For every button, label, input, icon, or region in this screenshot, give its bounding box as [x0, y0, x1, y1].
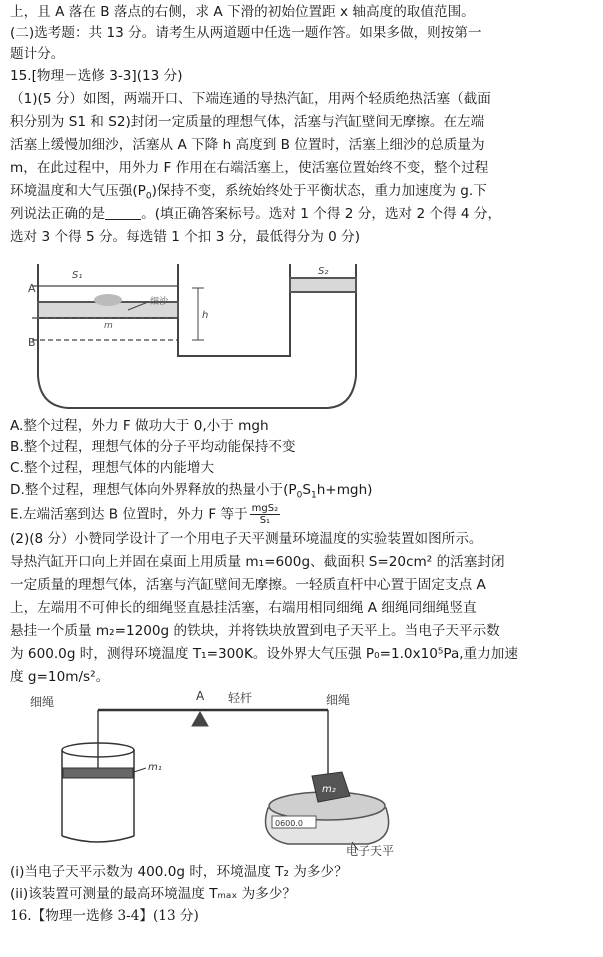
option-e: E.左端活塞到达 B 位置时，外力 F 等于 $\frac{\text{mgS₂}}{\text{S₁}}$	[10, 503, 279, 526]
answer-blank	[105, 207, 141, 220]
label-b: B	[28, 336, 36, 349]
question-15-title: 15.[物理－选修 3-3](13 分)	[10, 68, 183, 84]
text-line: 活塞上缓慢加细沙，活塞从 A 下降 h 高度到 B 位置时，活塞上细沙的总质量为	[10, 137, 485, 153]
label-rope-right: 细绳	[326, 693, 351, 707]
text-line: 悬挂一个质量 m₂=1200g 的铁块，并将铁块放置到电子天平上。当电子天平示数	[10, 623, 500, 639]
text-line: (2)(8 分）小赞同学设计了一个用电子天平测量环境温度的实验装置如图所示。	[10, 531, 483, 547]
label-m: m	[104, 321, 113, 331]
text-line: 环境温度和大气压强$(P_0)$保持不变，系统始终处于平衡状态，重力加速度为 g.下	[10, 183, 487, 202]
text-line: 上，左端用不可伸长的细绳竖直悬挂活塞，右端用相同细绳 A 细绳同细绳竖直	[10, 600, 477, 616]
option-c: C.整个过程，理想气体的内能增大	[10, 460, 215, 476]
label-sand: 细沙	[150, 297, 169, 307]
figure-balance	[28, 688, 408, 856]
text-line: 度 g=10m/s²。	[10, 669, 110, 685]
text-line: 列说法正确的是 。(填正确答案标号。选对 1 个得 2 分，选对 2 个得 4 分，	[10, 206, 502, 222]
option-b: B.整个过程，理想气体的分子平均动能保持不变	[10, 439, 296, 455]
label-s1: S₁	[72, 270, 83, 281]
label-m2: m₂	[322, 784, 336, 795]
label-scale: 电子天平	[346, 844, 395, 856]
scale-reading: 0600.0	[275, 819, 303, 828]
text-line: 题计分。	[10, 46, 65, 62]
option-d: D.整个过程，理想气体向外界释放的热量小于$(P_0S_1h+mgh)$	[10, 482, 373, 501]
label-rod: 轻杆	[228, 691, 253, 705]
text-line: 一定质量的理想气体，活塞与汽缸壁间无摩擦。一轻质直杆中心置于固定支点 A	[10, 577, 486, 593]
sand-heap	[94, 294, 122, 306]
label-a: A	[28, 282, 36, 295]
text-line: 积分别为 S1 和 S2)封闭一定质量的理想气体，活塞与汽缸壁间无摩擦。在左端	[10, 114, 485, 130]
question-16-title: 16.【物理一选修 3-4】(13 分)	[10, 908, 199, 924]
fraction: $\frac{\text{mgS₂}}{\text{S₁}}$	[251, 503, 279, 526]
figure-cylinders	[28, 256, 368, 416]
text-line: 上，且 A 落在 B 落点的右侧，求 A 下滑的初始位置距 x 轴高度的取值范围。	[10, 4, 475, 20]
option-a: A.整个过程，外力 F 做功大于 0,小于 mgh	[10, 418, 269, 434]
label-h: h	[202, 310, 209, 321]
label-s2: S₂	[318, 266, 329, 277]
text-line: （1)(5 分）如图，两端开口、下端连通的导热汽缸，用两个轻质绝热活塞（截面	[10, 91, 491, 107]
label-pivot-a: A	[196, 689, 205, 703]
label-m1: m₁	[148, 762, 162, 773]
label-rope-left: 细绳	[30, 695, 55, 709]
question-i: (i)当电子天平示数为 400.0g 时，环境温度 T₂ 为多少？	[10, 864, 348, 880]
text-line: m，在此过程中，用外力 F 作用在右端活塞上，使活塞位置始终不变，整个过程	[10, 160, 489, 176]
text-line: 选对 3 个得 5 分。每选错 1 个扣 3 分，最低得分为 0 分)	[10, 229, 361, 245]
text-line: (二)选考题：共 13 分。请考生从两道题中任选一题作答。如果多做，则按第一	[10, 25, 482, 41]
text-line: 导热汽缸开口向上并固在桌面上用质量 m₁=600g、截面积 S=20cm² 的活塞封闭	[10, 554, 505, 570]
question-ii: (ii)该装置可测量的最高环境温度 Tₘₐₓ 为多少？	[10, 886, 297, 902]
text-line: 为 600.0g 时，测得环境温度 T₁=300K。设外界大气压强 P₀=1.0x10⁵Pa,重力加速	[10, 646, 518, 662]
